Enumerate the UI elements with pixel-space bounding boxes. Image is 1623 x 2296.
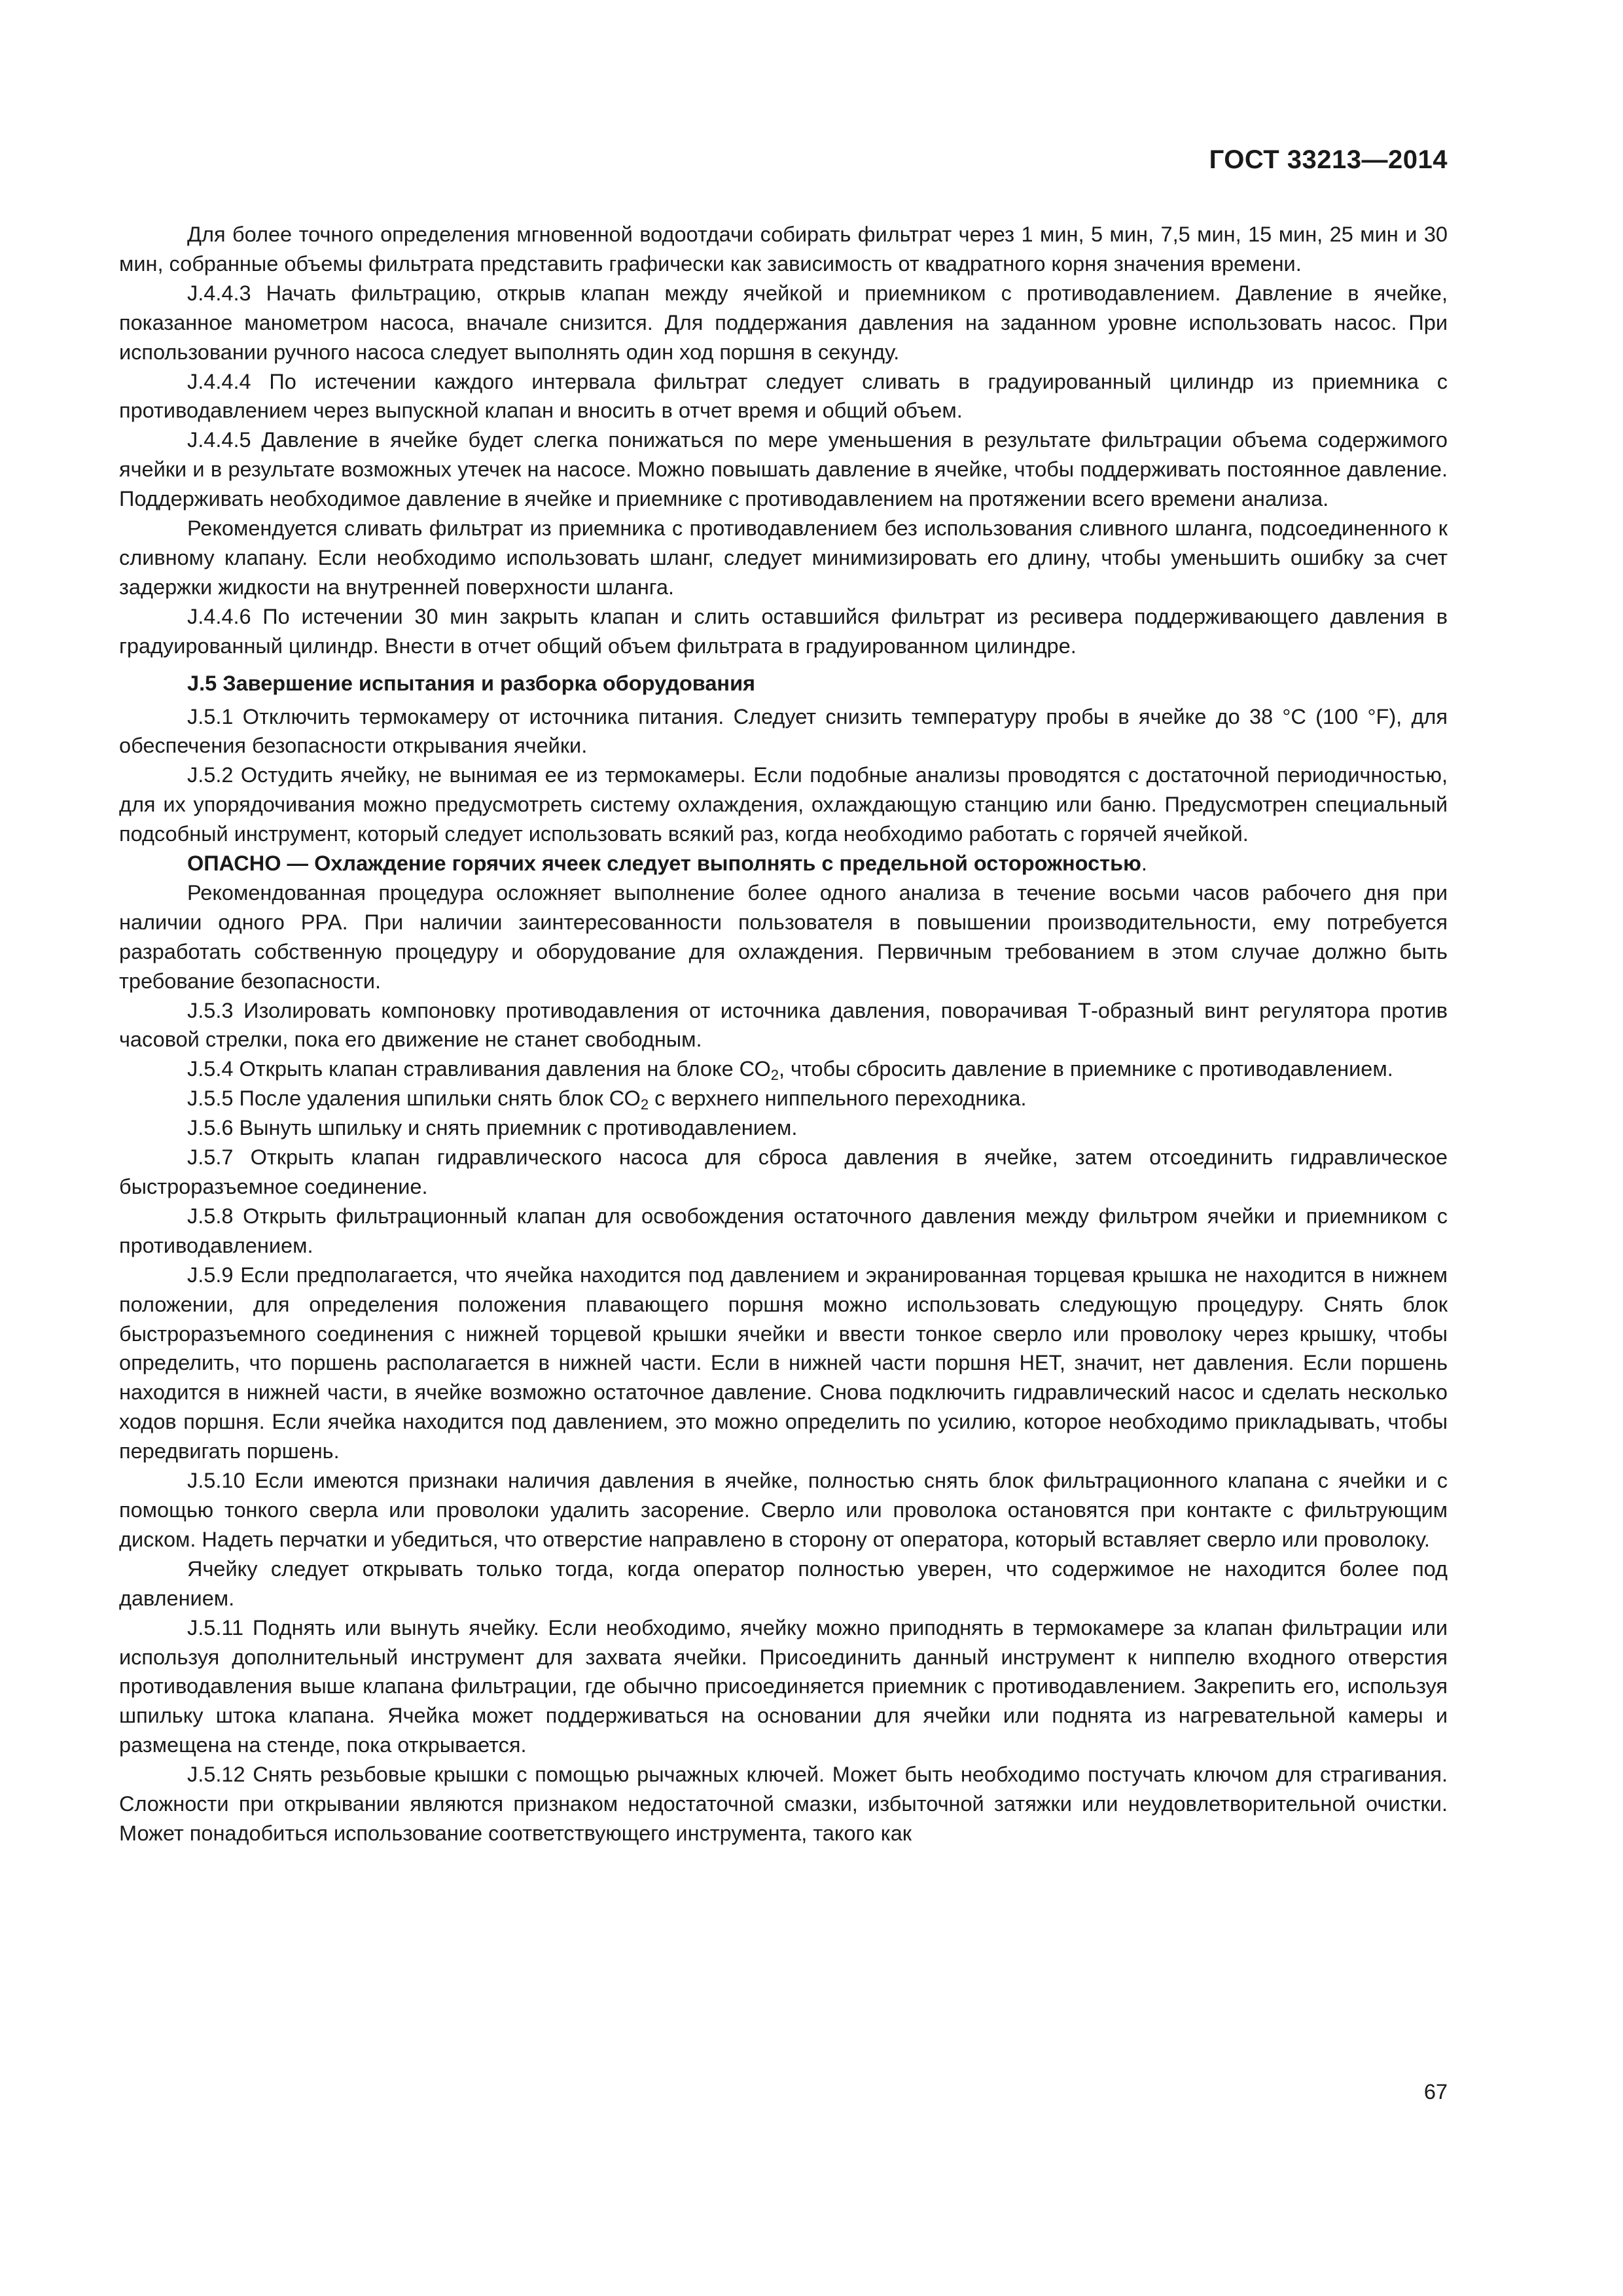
paragraph: J.5.7 Открыть клапан гидравлического насоса для сброса давления в ячейке, затем отсоединить гидравлическое быстроразъемное соединение. bbox=[119, 1145, 1448, 1198]
paragraph: J.5.3 Изолировать компоновку противодавления от источника давления, поворачивая Т-образный винт регулятора против часовой стрелки, пока его движение не станет свободным. bbox=[119, 998, 1448, 1052]
paragraph: J.5.6 Вынуть шпильку и снять приемник с противодавлением. bbox=[187, 1116, 798, 1140]
warning-dot: . bbox=[1141, 852, 1147, 876]
paragraph: J.4.4.6 По истечении 30 мин закрыть клапан и слить оставшийся фильтрат из ресивера поддерживающего давления в градуированный цилиндр. Внести в отчет общий объем фильтрата в градуированном цилиндре. bbox=[119, 604, 1448, 658]
paragraph: Ячейку следует открывать только тогда, когда оператор полностью уверен, что содержимое не находится более под давлением. bbox=[119, 1556, 1448, 1610]
warning-note bbox=[119, 849, 1448, 878]
text-run: с верхнего ниппельного переходника. bbox=[649, 1086, 1027, 1111]
subscript: 2 bbox=[640, 1096, 649, 1113]
document-body bbox=[119, 220, 1448, 1848]
paragraph: Рекомендованная процедура осложняет выполнение более одного анализа в течение восьми часов рабочего дня при наличии одного РРА. При наличии заинтересованности пользователя в повышении производительности, ему потребуется разработать собственную процедуру и оборудование для охлаждения. Первичным требованием в этом случае должно быть требование безопасности. bbox=[119, 880, 1448, 993]
paragraph: J.5.10 Если имеются признаки наличия давления в ячейке, полностью снять блок фильтрационного клапана с ячейки и с помощью тонкого сверла или проволоки удалить засорение. Сверло или проволока остановятся при контакте с фильтрующим диском. Надеть перчатки и убедиться, что отверстие направлено в сторону от оператора, который вставляет сверло или проволоку. bbox=[119, 1469, 1448, 1551]
paragraph: J.5.12 Снять резьбовые крышки с помощью рычажных ключей. Может быть необходимо постучать ключом для страгивания. Сложности при открывании являются признаком недостаточной смазки, избыточной затяжки или неудовлетворительной очистки. Может понадобиться использование соответствующего инструмента, такого как bbox=[119, 1763, 1448, 1845]
subscript: 2 bbox=[770, 1067, 779, 1084]
paragraph: J.5.8 Открыть фильтрационный клапан для освобождения остаточного давления между фильтром ячейки и приемником с противодавлением. bbox=[119, 1204, 1448, 1257]
paragraph bbox=[119, 1054, 1448, 1084]
text-run: J.5.4 Открыть клапан стравливания давления на блоке СО bbox=[187, 1057, 771, 1081]
paragraph: J.5.1 Отключить термокамеру от источника питания. Следует снизить температуру пробы в ячейке до 38 °С (100 °F), для обеспечения безопасности открывания ячейки. bbox=[119, 704, 1448, 758]
section-title: J.5 Завершение испытания и разборка оборудования bbox=[187, 671, 756, 695]
paragraph: J.5.11 Поднять или вынуть ячейку. Если необходимо, ячейку можно приподнять в термокамере за клапан фильтрации или используя дополнительный инструмент для захвата ячейки. Присоединить данный инструмент к ниппелю входного отверстия противодавления выше клапана фильтрации, где обычно присоединяется приемник с противодавлением. Закрепить его, используя шпильку штока клапана. Ячейка может поддерживаться на основании для ячейки или поднята из нагревательной камеры и размещена на стенде, пока открывается. bbox=[119, 1615, 1448, 1757]
paragraph bbox=[119, 1084, 1448, 1113]
paragraph: J.5.2 Остудить ячейку, не вынимая ее из термокамеры. Если подобные анализы проводятся с достаточной периодичностью, для их упорядочивания можно предусмотреть систему охлаждения, охлаждающую станцию или баню. Предусмотрен специальный подсобный инструмент, который следует использовать всякий раз, когда необходимо работать с горячей ячейкой. bbox=[119, 763, 1448, 846]
paragraph: Для более точного определения мгновенной водоотдачи собирать фильтрат через 1 мин, 5 мин, 7,5 мин, 15 мин, 25 мин и 30 мин, собранные объемы фильтрата представить графически как зависимость от квадратного корня значения времени. bbox=[119, 223, 1448, 276]
paragraph: J.4.4.3 Начать фильтрацию, открыв клапан между ячейкой и приемником с противодавлением. Давление в ячейке, показанное манометром насоса, вначале снизится. Для поддержания давления на заданном уровне использовать насос. При использовании ручного насоса следует выполнять один ход поршня в секунду. bbox=[119, 281, 1448, 364]
paragraph: J.4.4.5 Давление в ячейке будет слегка понижаться по мере уменьшения в результате фильтрации объема содержимого ячейки и в результате возможных утечек на насосе. Можно повышать давление в ячейке, чтобы поддерживать постоянное давление. Поддерживать необходимое давление в ячейке и приемнике с противодавлением на протяжении всего времени анализа. bbox=[119, 428, 1448, 511]
warning-text: ОПАСНО — Охлаждение горячих ячеек следует выполнять с предельной осторожностью bbox=[187, 852, 1141, 876]
text-run: J.5.5 После удаления шпильки снять блок СО bbox=[187, 1086, 641, 1111]
text-run: , чтобы сбросить давление в приемнике с противодавлением. bbox=[778, 1057, 1393, 1081]
document-header: ГОСТ 33213—2014 bbox=[1209, 145, 1448, 174]
paragraph: J.4.4.4 По истечении каждого интервала фильтрат следует сливать в градуированный цилиндр из приемника с противодавлением через выпускной клапан и вносить в отчет время и общий объем. bbox=[119, 369, 1448, 423]
paragraph: J.5.9 Если предполагается, что ячейка находится под давлением и экранированная торцевая крышка не находится в нижнем положении, для определения положения плавающего поршня можно использовать следующую процедуру. Снять блок быстроразъемного соединения с нижней торцевой крышки ячейки и ввести тонкое сверло или проволоку через крышку, чтобы определить, что поршень располагается в нижней части. Если в нижней части поршня НЕТ, значит, нет давления. Если поршень находится в нижней части, в ячейке возможно остаточное давление. Снова подключить гидравлический насос и сделать несколько ходов поршня. Если ячейка находится под давлением, это можно определить по усилию, которое необходимо прикладывать, чтобы передвигать поршень. bbox=[119, 1263, 1448, 1463]
page-number: 67 bbox=[1423, 2080, 1448, 2104]
paragraph: Рекомендуется сливать фильтрат из приемника с противодавлением без использования сливного шланга, подсоединенного к сливному клапану. Если необходимо использовать шланг, следует минимизировать его длину, чтобы уменьшить ошибку за счет задержки жидкости на внутренней поверхности шланга. bbox=[119, 516, 1448, 599]
